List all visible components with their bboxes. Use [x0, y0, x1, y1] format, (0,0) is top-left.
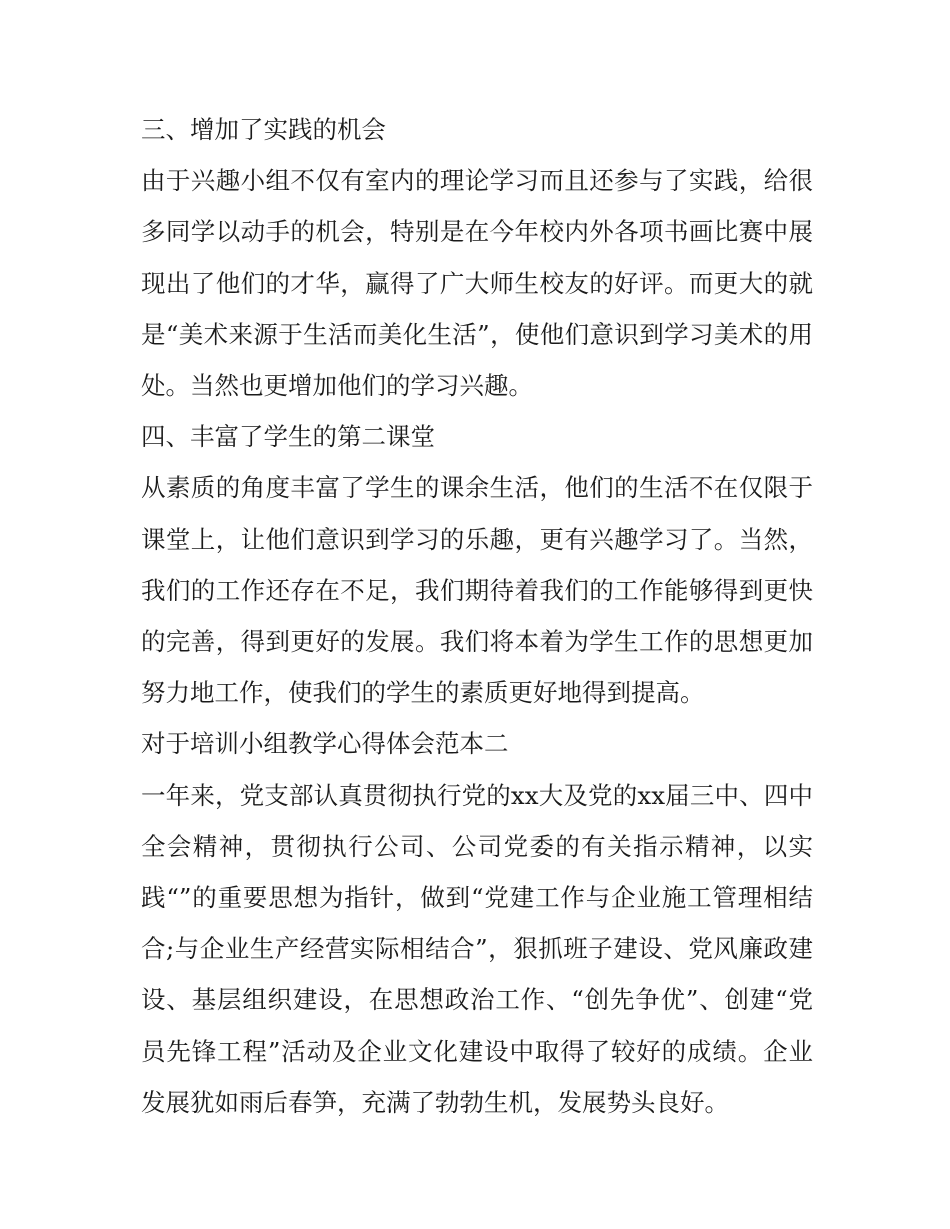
section-heading-practice: 三、增加了实践的机会: [141, 115, 386, 144]
paragraph-practice: 由于兴趣小组不仅有室内的理论学习而且还参与了实践，给很多同学以动手的机会，特别是在今年校内外各项书画比赛中展现出了他们的才华，赢得了广大师生校友的好评。而更大的就是“美术来源于生活而美化生活”，使他们意识到学习美术的用处。当然也更增加他们的学习兴趣。: [141, 166, 813, 401]
document-body: [141, 104, 813, 1128]
paragraph-party-branch: 一年来，党支部认真贯彻执行党的xx大及党的xx届三中、四中全会精神，贯彻执行公司、公司党委的有关指示精神，以实践“”的重要思想为指针，做到“党建工作与企业施工管理相结合;与企业生产经营实际相结合”，狠抓班子建设、党风廉政建设、基层组织建设，在思想政治工作、“创先争优”、创建“党员先锋工程”活动及企业文化建设中取得了较好的成绩。企业发展犹如雨后春笋，充满了勃勃生机，发展势头良好。: [141, 780, 813, 1117]
section-heading-second-classroom: 四、丰富了学生的第二课堂: [141, 422, 435, 452]
section-heading-sample-two: 对于培训小组教学心得体会范本二: [141, 729, 509, 759]
paragraph-second-classroom: 从素质的角度丰富了学生的课余生活，他们的生活不在仅限于课堂上，让他们意识到学习的乐趣，更有兴趣学习了。当然，我们的工作还存在不足，我们期待着我们的工作能够得到更快的完善，得到更好的发展。我们将本着为学生工作的思想更加努力地工作，使我们的学生的素质更好地得到提高。: [141, 473, 813, 708]
